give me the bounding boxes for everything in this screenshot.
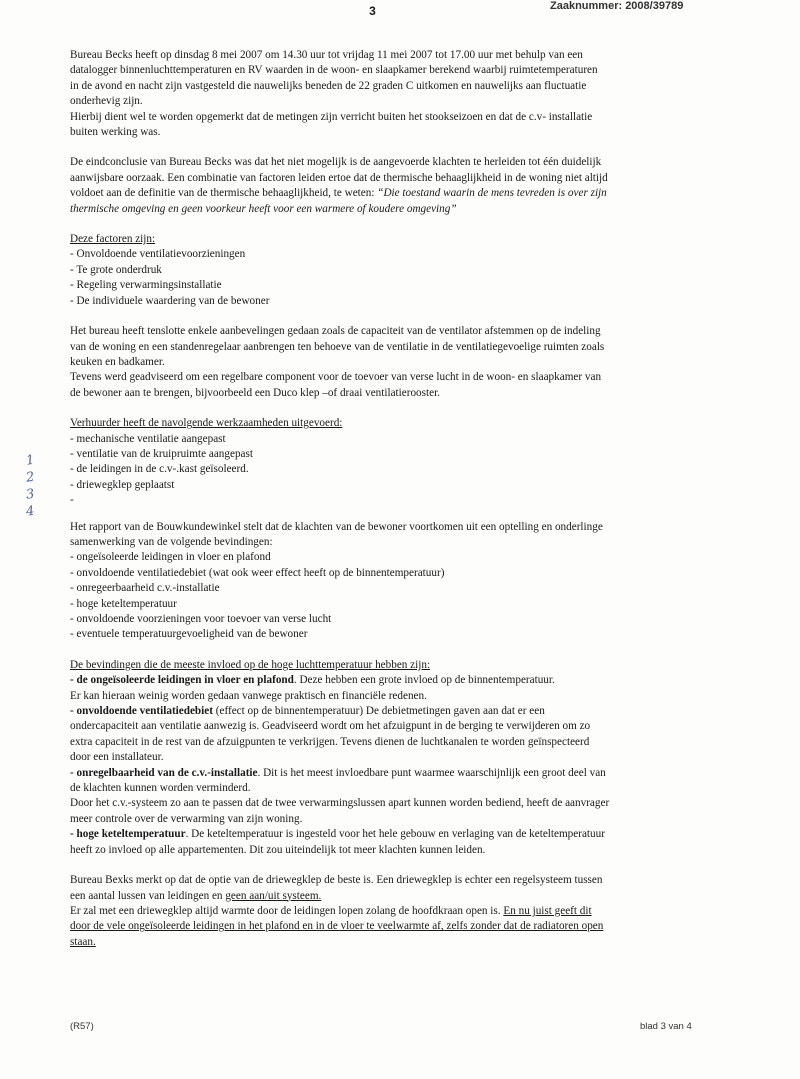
- underlined-text: staan.: [70, 935, 96, 948]
- text-span: een aantal lussen van leidingen en: [70, 889, 226, 902]
- case-number: Zaaknummer: 2008/39789: [550, 0, 684, 12]
- list-item: - onregeerbaarheid c.v.-installatie: [70, 582, 220, 595]
- underlined-text: geen aan/uit systeem.: [225, 889, 322, 902]
- underlined-text: door de vele ongeïsoleerde leidingen in het plafond en in de vloer te veelwarmte af, zelfs zonder dat de radiatoren open: [70, 920, 604, 933]
- bold-term: - onregelbaarheid van de c.v.-installatie: [70, 766, 258, 779]
- list-item: - Regeling verwarmingsinstallatie: [70, 279, 222, 292]
- text-line: Tevens werd geadviseerd om een regelbare component voor de toevoer van verse lucht in de woon- en slaapkamer van: [70, 371, 602, 384]
- handnote-1: 1: [25, 452, 36, 469]
- factors-list: [70, 232, 720, 309]
- text-line: van de woning en een standenregelaar aanbrengen ten behoeve van de ventilatie in de ventilatiegevoelige ruimten zoals: [70, 340, 605, 353]
- paragraph-recommendations: [70, 324, 720, 401]
- section-heading: Deze factoren zijn:: [70, 233, 156, 246]
- text-line: samenwerking van de volgende bevindingen:: [70, 535, 273, 548]
- list-item: - driewegklep geplaatst: [70, 478, 175, 491]
- text-line: aanwijsbare oorzaak. Een combinatie van factoren leiden ertoe dat de thermische behaaglijkheid in de woning niet altijd: [70, 171, 608, 184]
- list-item: - De individuele waardering van de bewoner: [70, 294, 270, 307]
- bold-term: - de ongeïsoleerde leidingen in vloer en plafond: [70, 674, 294, 687]
- list-item: -: [70, 494, 74, 507]
- text-line: datalogger binnenluchttemperaturen en RV waarden in de woon- en slaapkamer berekend waarbij ruimtetemperaturen: [70, 64, 598, 77]
- quote-text: “Die toestand waarin de mens tevreden is over zijn: [377, 187, 607, 200]
- text-line: Bureau Becks heeft op dinsdag 8 mei 2007 om 14.30 uur tot vrijdag 11 mei 2007 tot 17.00 uur met behulp van een: [70, 49, 583, 61]
- list-item: - Onvoldoende ventilatievoorzieningen: [70, 248, 246, 261]
- text-line: [70, 673, 720, 688]
- footer-code: (R57): [70, 1021, 94, 1032]
- list-item: - ventilatie van de kruipruimte aangepast: [70, 447, 253, 460]
- text-line: heeft zo invloed op alle appartementen. Dit zou uiteindelijk tot meer klachten kunnen leiden.: [70, 843, 486, 856]
- bold-term: - hoge keteltemperatuur: [70, 828, 186, 841]
- text-line: meer controle over de verwarming van zijn woning.: [70, 812, 303, 825]
- text-line: [70, 889, 720, 904]
- list-item: - de leidingen in de c.v-.kast geïsoleerd.: [70, 463, 249, 476]
- text-line: in de avond en nacht zijn vastgesteld die nauwelijks beneden de 22 graden C uitkomen en nauwelijks aan fluctuatie: [70, 79, 587, 92]
- text-span: . Dit is het meest invloedbare punt waarmee waarschijnlijk een groot deel van: [257, 766, 606, 779]
- text-line: onderhevig zijn.: [70, 95, 143, 108]
- text-line: [70, 704, 720, 719]
- text-line: [70, 827, 720, 842]
- text-line: de bewoner aan te brengen, bijvoorbeeld een Duco klep –of draai ventilatierooster.: [70, 386, 440, 399]
- text-line: extra capaciteit in de rest van de afzuigpunten te verkrijgen. Tevens dienen de luchtkanalen te worden geïnspecteerd: [70, 735, 590, 748]
- text-line: Bureau Bexks merkt op dat de optie van de driewegklep de beste is. Een driewegklep is echter een regelsysteem tussen: [70, 874, 603, 887]
- handnote-3: 3: [25, 486, 36, 503]
- text-line: keuken en badkamer.: [70, 355, 165, 368]
- list-item: - Te grote onderdruk: [70, 263, 162, 276]
- text-line: Er kan hieraan weinig worden gedaan vanwege praktisch en financiële redenen.: [70, 689, 427, 702]
- text-line: [70, 904, 720, 919]
- list-item: - onvoldoende voorzieningen voor toevoer van verse lucht: [70, 613, 332, 625]
- handwritten-margin-notes: [26, 450, 66, 518]
- page-number: 3: [369, 4, 376, 18]
- text-span: Er zal met een driewegklep altijd warmte door de leidingen lopen zolang de hoofdkraan open is.: [70, 904, 504, 917]
- text-line: [70, 186, 720, 201]
- footer-page-indicator: blad 3 van 4: [640, 1021, 692, 1032]
- text-span: voldoet aan de definitie van de thermische behaaglijkheid, te weten:: [70, 187, 375, 200]
- text-line: Door het c.v.-systeem zo aan te passen dat de twee verwarmingslussen apart kunnen worden bediend, heeft de aanvrager: [70, 797, 610, 810]
- text-line: Hierbij dient wel te worden opgemerkt dat de metingen zijn verricht buiten het stookseizoen en dat de c.v- installatie: [70, 110, 593, 123]
- document-body: [70, 48, 720, 950]
- bold-term: - onvoldoende ventilatiedebiet: [70, 705, 213, 718]
- influence-section: [70, 658, 720, 858]
- text-line: [70, 766, 720, 781]
- list-item: - ongeïsoleerde leidingen in vloer en plafond: [70, 551, 271, 564]
- list-item: - hoge keteltemperatuur: [70, 597, 177, 610]
- paragraph-measurements: [70, 48, 720, 140]
- text-line: buiten werking was.: [70, 126, 161, 139]
- quote-text: thermische omgeving en geen voorkeur heeft voor een warmere of koudere omgeving”: [70, 202, 457, 215]
- text-line: de klachten kunnen worden verminderd.: [70, 782, 251, 795]
- paragraph-driewegklep: [70, 873, 720, 950]
- text-line: Het rapport van de Bouwkundewinkel stelt dat de klachten van de bewoner voortkomen uit een optelling en onderlinge: [70, 520, 603, 533]
- section-heading: Verhuurder heeft de navolgende werkzaamheden uitgevoerd:: [70, 417, 343, 430]
- text-span: . De keteltemperatuur is ingesteld voor het hele gebouw en verlaging van de keteltemperatuur: [185, 828, 605, 841]
- list-item: - eventuele temperatuurgevoeligheid van de bewoner: [70, 628, 308, 641]
- underlined-text: En nu juist geeft dit: [503, 904, 592, 917]
- text-line: door een installateur.: [70, 751, 164, 764]
- text-line: De eindconclusie van Bureau Becks was dat het niet mogelijk is de aangevoerde klachten te herleiden tot één duidelijk: [70, 156, 602, 169]
- text-line: Het bureau heeft tenslotte enkele aanbevelingen gedaan zoals de capaciteit van de ventilator afstemmen op de indeling: [70, 325, 601, 338]
- text-line: ondercapaciteit aan ventilatie aanwezig is. Geadviseerd wordt om het afzuigpunt in de berging te verwijderen om zo: [70, 720, 591, 733]
- paragraph-conclusion: [70, 155, 720, 217]
- list-item: - mechanische ventilatie aangepast: [70, 432, 226, 445]
- handnote-4: 4: [25, 503, 36, 520]
- paragraph-bouwkundewinkel: [70, 520, 720, 643]
- list-item: - onvoldoende ventilatiedebiet (wat ook weer effect heeft op de binnentemperatuur): [70, 566, 445, 579]
- handnote-2: 2: [25, 469, 36, 486]
- section-heading: De bevindingen die de meeste invloed op de hoge luchttemperatuur hebben zijn:: [70, 658, 431, 671]
- text-span: (effect op de binnentemperatuur) De debietmetingen gaven aan dat er een: [212, 705, 545, 718]
- text-span: . Deze hebben een grote invloed op de binnentemperatuur.: [293, 674, 555, 687]
- works-list: [70, 416, 720, 508]
